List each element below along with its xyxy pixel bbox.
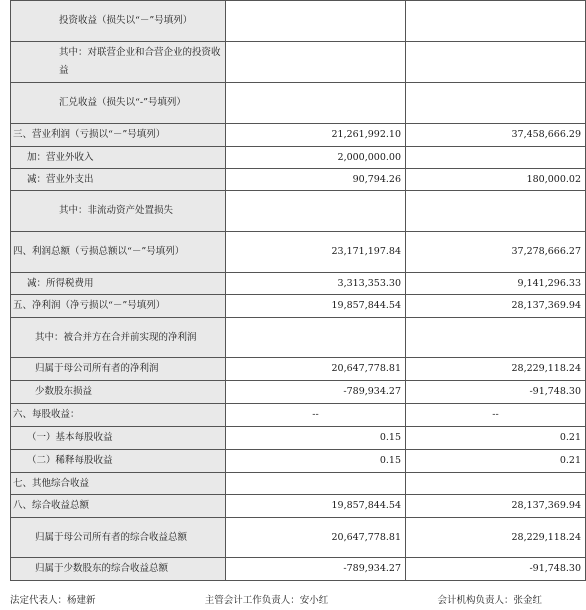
current-period-value bbox=[226, 473, 406, 495]
previous-period-value: 180,000.02 bbox=[406, 169, 586, 191]
table-row bbox=[11, 124, 586, 147]
table-row bbox=[11, 558, 586, 581]
current-period-value: 90,794.26 bbox=[226, 169, 406, 191]
current-period-value: 23,171,197.84 bbox=[226, 232, 406, 273]
previous-period-value bbox=[406, 1, 586, 42]
current-period-value bbox=[226, 42, 406, 83]
current-period-value: 20,647,778.81 bbox=[226, 358, 406, 381]
current-period-value: 20,647,778.81 bbox=[226, 518, 406, 558]
previous-period-value bbox=[406, 42, 586, 83]
row-label: 归属于母公司所有者的净利润 bbox=[11, 358, 226, 381]
row-label: 八、综合收益总额 bbox=[11, 495, 226, 518]
previous-period-value bbox=[406, 473, 586, 495]
row-label: 其中：对联营企业和合营企业的投资收益 bbox=[11, 42, 226, 83]
current-period-value: -789,934.27 bbox=[226, 558, 406, 581]
previous-period-value: 9,141,296.33 bbox=[406, 273, 586, 295]
row-label: 七、其他综合收益 bbox=[11, 473, 226, 495]
current-period-value: 19,857,844.54 bbox=[226, 495, 406, 518]
previous-period-value bbox=[406, 318, 586, 358]
row-label: 减：所得税费用 bbox=[11, 273, 226, 295]
table-row bbox=[11, 147, 586, 169]
current-period-value: -- bbox=[226, 404, 406, 427]
row-label: （二）稀释每股收益 bbox=[11, 450, 226, 473]
previous-period-value: -- bbox=[406, 404, 586, 427]
row-label: 四、利润总额（亏损总额以“－”号填列） bbox=[11, 232, 226, 273]
previous-period-value: 28,137,369.94 bbox=[406, 295, 586, 318]
previous-period-value: 0.21 bbox=[406, 450, 586, 473]
previous-period-value: 28,137,369.94 bbox=[406, 495, 586, 518]
previous-period-value: 37,458,666.29 bbox=[406, 124, 586, 147]
table-row bbox=[11, 381, 586, 404]
table-row bbox=[11, 518, 586, 558]
previous-period-value: -91,748.30 bbox=[406, 558, 586, 581]
table-row bbox=[11, 232, 586, 273]
current-period-value: 0.15 bbox=[226, 427, 406, 450]
row-label: 其中：被合并方在合并前实现的净利润 bbox=[11, 318, 226, 358]
previous-period-value: -91,748.30 bbox=[406, 381, 586, 404]
table-row bbox=[11, 450, 586, 473]
current-period-value bbox=[226, 191, 406, 232]
table-row bbox=[11, 1, 586, 42]
table-row bbox=[11, 404, 586, 427]
legal-representative: 法定代表人：杨建新 bbox=[10, 595, 96, 606]
row-label: 六、每股收益： bbox=[11, 404, 226, 427]
row-label: 归属于少数股东的综合收益总额 bbox=[11, 558, 226, 581]
current-period-value: -789,934.27 bbox=[226, 381, 406, 404]
current-period-value: 0.15 bbox=[226, 450, 406, 473]
current-period-value: 21,261,992.10 bbox=[226, 124, 406, 147]
current-period-value bbox=[226, 1, 406, 42]
previous-period-value bbox=[406, 83, 586, 124]
accounting-org-head: 会计机构负责人：张金红 bbox=[437, 595, 542, 606]
signature-footer bbox=[10, 592, 542, 606]
table-row bbox=[11, 273, 586, 295]
table-row bbox=[11, 473, 586, 495]
row-label: 三、营业利润（亏损以“－”号填列） bbox=[11, 124, 226, 147]
previous-period-value: 37,278,666.27 bbox=[406, 232, 586, 273]
current-period-value bbox=[226, 318, 406, 358]
table-row bbox=[11, 358, 586, 381]
current-period-value: 3,313,353.30 bbox=[226, 273, 406, 295]
row-label: 其中：非流动资产处置损失 bbox=[11, 191, 226, 232]
row-label: 减：营业外支出 bbox=[11, 169, 226, 191]
accounting-work-head: 主管会计工作负责人：安小红 bbox=[204, 595, 329, 606]
row-label: （一）基本每股收益 bbox=[11, 427, 226, 450]
row-label: 加：营业外收入 bbox=[11, 147, 226, 169]
previous-period-value: 28,229,118.24 bbox=[406, 518, 586, 558]
current-period-value: 2,000,000.00 bbox=[226, 147, 406, 169]
previous-period-value bbox=[406, 191, 586, 232]
current-period-value bbox=[226, 83, 406, 124]
table-row bbox=[11, 42, 586, 83]
table-row bbox=[11, 427, 586, 450]
previous-period-value: 28,229,118.24 bbox=[406, 358, 586, 381]
table-row bbox=[11, 495, 586, 518]
table-row bbox=[11, 83, 586, 124]
table-row bbox=[11, 318, 586, 358]
row-label: 五、净利润（净亏损以“－”号填列） bbox=[11, 295, 226, 318]
previous-period-value: 0.21 bbox=[406, 427, 586, 450]
table-row bbox=[11, 169, 586, 191]
table-body bbox=[11, 1, 586, 581]
table-row bbox=[11, 295, 586, 318]
previous-period-value bbox=[406, 147, 586, 169]
row-label: 投资收益（损失以“－”号填列） bbox=[11, 1, 226, 42]
current-period-value: 19,857,844.54 bbox=[226, 295, 406, 318]
income-statement-table bbox=[10, 0, 586, 581]
row-label: 少数股东损益 bbox=[11, 381, 226, 404]
row-label: 归属于母公司所有者的综合收益总额 bbox=[11, 518, 226, 558]
row-label: 汇兑收益（损失以“-”号填列） bbox=[11, 83, 226, 124]
table-row bbox=[11, 191, 586, 232]
